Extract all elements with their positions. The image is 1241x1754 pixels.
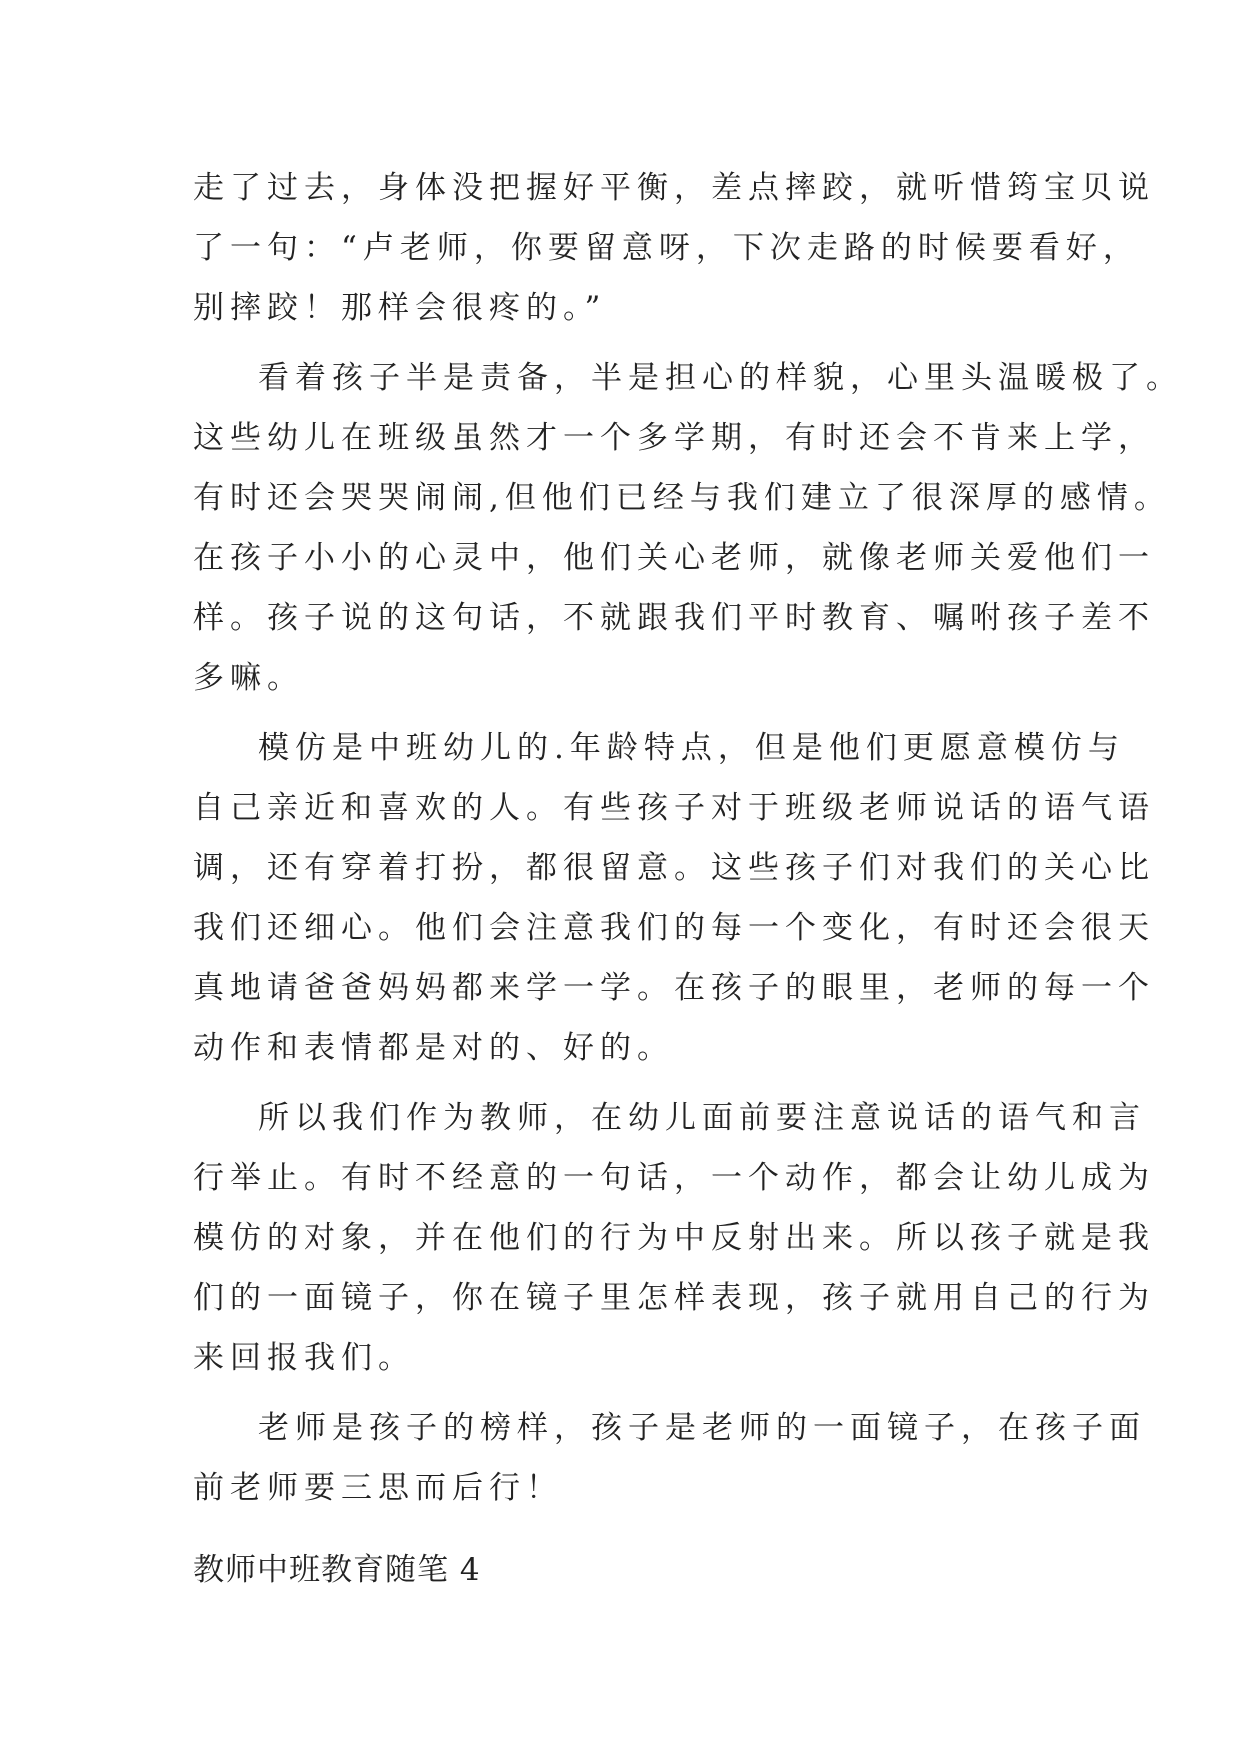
text-line: 前老师要三思而后行！ [193, 1470, 563, 1506]
text-line: 模仿的对象，并在他们的行为中反射出来。所以孩子就是我 [193, 1220, 1155, 1256]
text-line: 走了过去，身体没把握好平衡，差点摔跤，就听惜筠宝贝说 [193, 170, 1155, 206]
paragraph-first-line: 所以我们作为教师，在幼儿面前要注意说话的语气和言 [258, 1100, 1146, 1136]
text-line: 自己亲近和喜欢的人。有些孩子对于班级老师说话的语气语 [193, 790, 1155, 826]
text-line: 在孩子小小的心灵中，他们关心老师，就像老师关爱他们一 [193, 540, 1155, 576]
text-line: 来回报我们。 [193, 1340, 415, 1376]
text-line: 这些幼儿在班级虽然才一个多学期，有时还会不肯来上学， [193, 420, 1155, 456]
text-line: 动作和表情都是对的、好的。 [193, 1030, 674, 1066]
text-line: 样。孩子说的这句话，不就跟我们平时教育、嘱咐孩子差不 [193, 600, 1155, 636]
text-line: 我们还细心。他们会注意我们的每一个变化，有时还会很天 [193, 910, 1155, 946]
text-line: 有时还会哭哭闹闹,但他们已经与我们建立了很深厚的感情。 [193, 480, 1171, 516]
text-line: 别摔跤！那样会很疼的。” [193, 290, 607, 326]
text-line: 们的一面镜子，你在镜子里怎样表现，孩子就用自己的行为 [193, 1280, 1155, 1316]
text-line: 调，还有穿着打扮，都很留意。这些孩子们对我们的关心比 [193, 850, 1155, 886]
text-line: 多嘛。 [193, 660, 304, 696]
text-line: 真地请爸爸妈妈都来学一学。在孩子的眼里，老师的每一个 [193, 970, 1155, 1006]
paragraph-first-line: 看着孩子半是责备，半是担心的样貌，心里头温暖极了。 [258, 360, 1183, 396]
paragraph-first-line: 模仿是中班幼儿的.年龄特点，但是他们更愿意模仿与 [258, 730, 1125, 766]
paragraph-first-line: 老师是孩子的榜样，孩子是老师的一面镜子，在孩子面 [258, 1410, 1146, 1446]
text-line: 了一句：“卢老师，你要留意呀，下次走路的时候要看好， [193, 230, 1140, 266]
section-heading: 教师中班教育随笔 4 [193, 1552, 481, 1588]
text-line: 行举止。有时不经意的一句话，一个动作，都会让幼儿成为 [193, 1160, 1155, 1196]
